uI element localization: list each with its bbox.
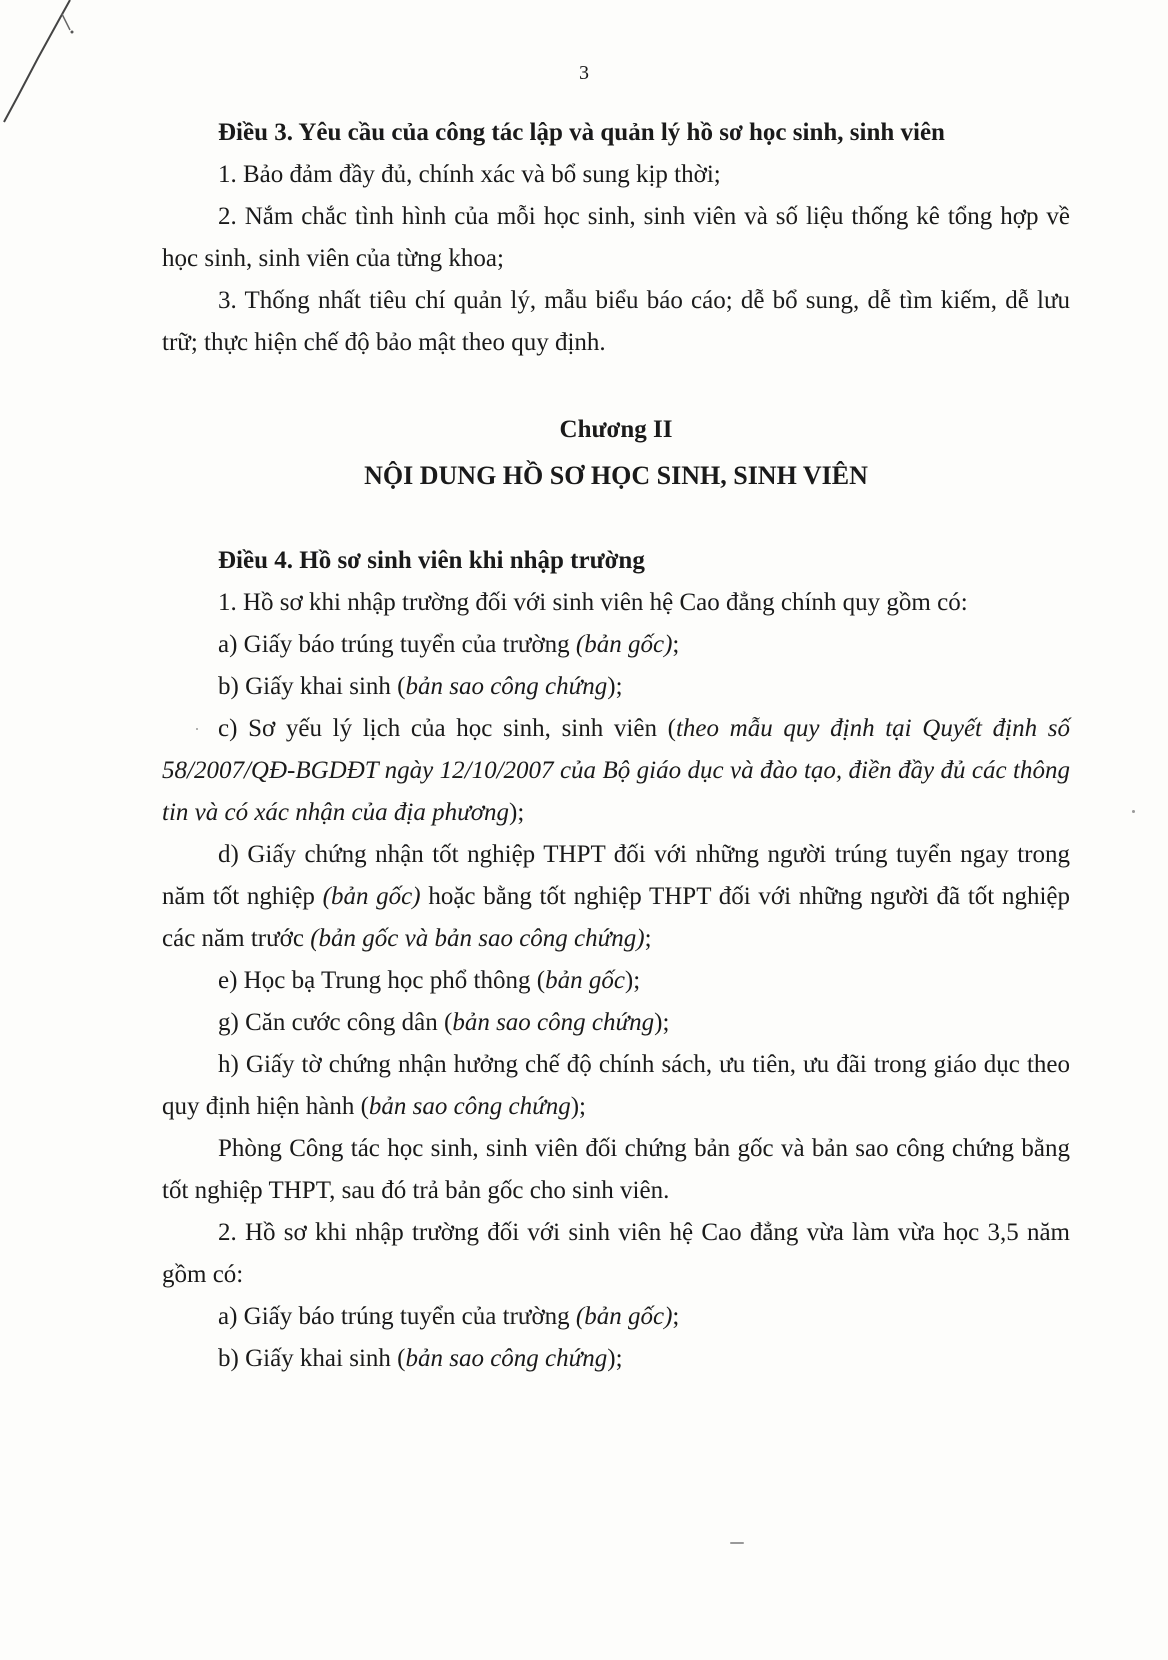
- list-item-s1-b: b) Giấy khai sinh (bản sao công chứng);: [218, 673, 623, 700]
- article-3-item-2: 2. Nắm chắc tình hình của mỗi học sinh, sinh viên và số liệu thống kê tổng hợp về học sinh, sinh viên của từng khoa;: [162, 203, 1070, 272]
- list-item-s1-c: c) Sơ yếu lý lịch của học sinh, sinh viên (theo mẫu quy định tại Quyết định số 58/2007/QĐ-BGDĐT ngày 12/10/2007 của Bộ giáo dục và đào tạo, điền đầy đủ các thông tin và có xác nhận của địa phương);: [162, 715, 1070, 826]
- list-item-s1-e: e) Học bạ Trung học phổ thông (bản gốc);: [218, 967, 641, 994]
- page-number: 3: [579, 62, 589, 84]
- chapter-heading: [162, 408, 1070, 500]
- section-1-note: Phòng Công tác học sinh, sinh viên đối chứng bản gốc và bản sao công chứng bằng tốt nghiệp THPT, sau đó trả bản gốc cho sinh viên.: [162, 1135, 1070, 1204]
- section-2-intro: 2. Hồ sơ khi nhập trường đối với sinh viên hệ Cao đẳng vừa làm vừa học 3,5 năm gồm có:: [162, 1219, 1070, 1288]
- list-item-s1-g: g) Căn cước công dân (bản sao công chứng);: [218, 1009, 670, 1036]
- section-1-intro: 1. Hồ sơ khi nhập trường đối với sinh viên hệ Cao đẳng chính quy gồm có:: [218, 589, 968, 616]
- list-item-s1-d: d) Giấy chứng nhận tốt nghiệp THPT đối với những người trúng tuyển ngay trong năm tốt nghiệp (bản gốc) hoặc bằng tốt nghiệp THPT đối với những người đã tốt nghiệp các năm trước (bản gốc và bản sao công chứng);: [162, 841, 1070, 952]
- article-3-item-1: 1. Bảo đảm đầy đủ, chính xác và bổ sung kịp thời;: [218, 161, 721, 188]
- scan-speck: [1132, 810, 1135, 813]
- chapter-title: Chương II: [559, 416, 673, 443]
- list-item-s2-a: a) Giấy báo trúng tuyển của trường (bản gốc);: [218, 1303, 680, 1330]
- article-3-item-3: 3. Thống nhất tiêu chí quản lý, mẫu biểu báo cáo; dễ bổ sung, dễ tìm kiếm, dễ lưu trữ; thực hiện chế độ bảo mật theo quy định.: [162, 287, 1070, 356]
- article-4-heading: Điều 4. Hồ sơ sinh viên khi nhập trường: [218, 547, 645, 574]
- article-3-heading: Điều 3. Yêu cầu của công tác lập và quản lý hồ sơ học sinh, sinh viên: [218, 119, 945, 146]
- scan-speck: [730, 1542, 744, 1544]
- scan-speck: [196, 728, 198, 730]
- list-item-s1-h: h) Giấy tờ chứng nhận hưởng chế độ chính sách, ưu tiên, ưu đãi trong giáo dục theo quy định hiện hành (bản sao công chứng);: [162, 1051, 1070, 1120]
- chapter-subtitle: NỘI DUNG HỒ SƠ HỌC SINH, SINH VIÊN: [364, 461, 868, 490]
- document-body: [162, 112, 1070, 1380]
- list-item-s1-a: a) Giấy báo trúng tuyển của trường (bản gốc);: [218, 631, 680, 658]
- list-item-s2-b: b) Giấy khai sinh (bản sao công chứng);: [218, 1345, 623, 1372]
